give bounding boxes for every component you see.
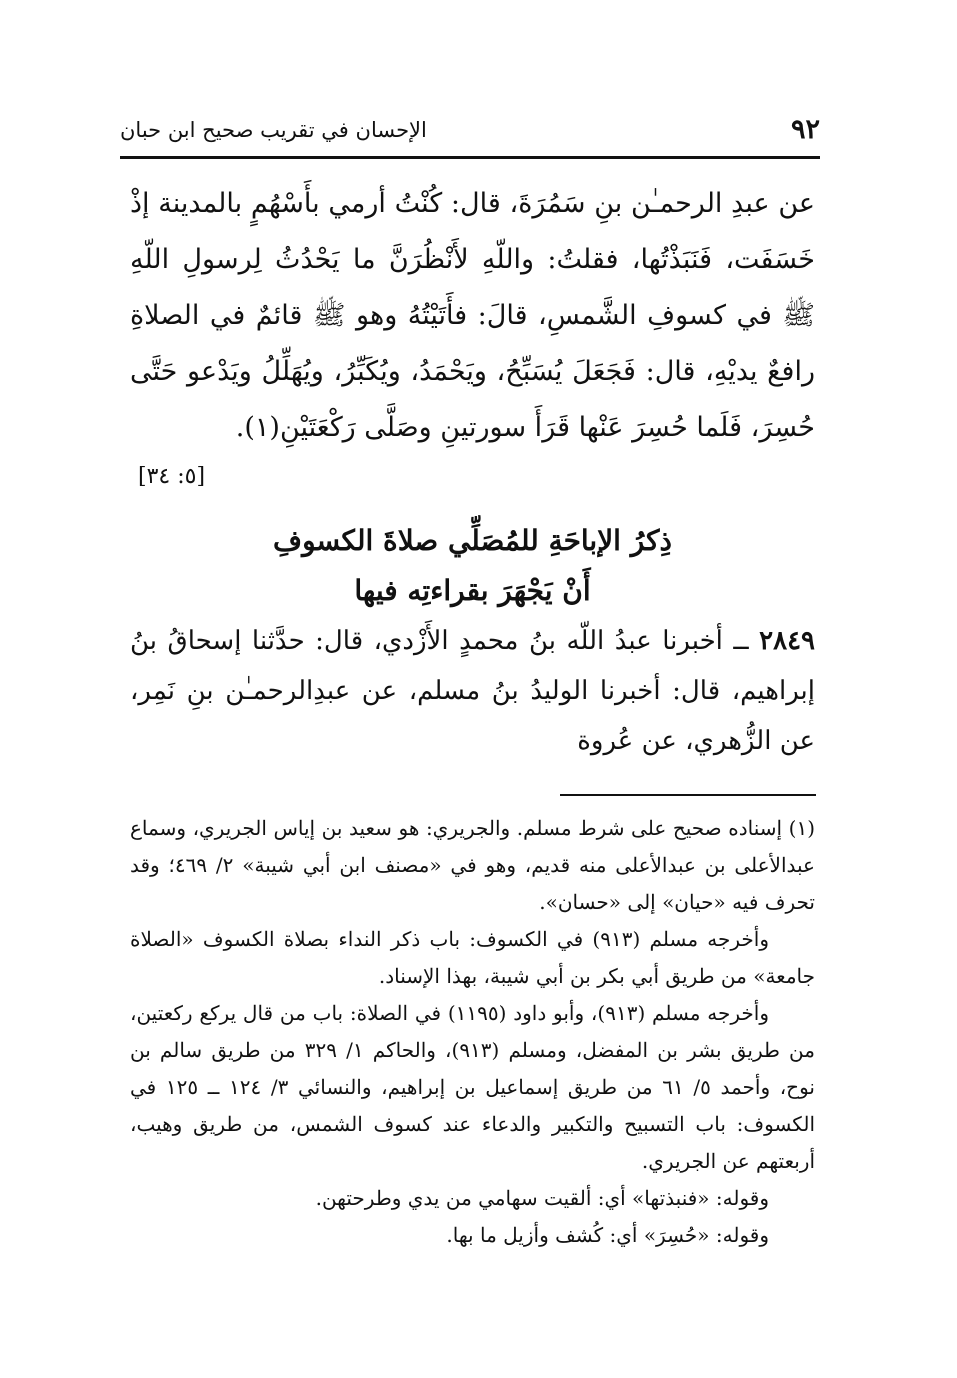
main-paragraph: عن عبدِ الرحمـٰن بنِ سَمُرَةَ، قال: كُنْتُ أرمي بأَسْهُمٍ بالمدينة إذْ خَسَفَت، فَنَبَذْتُها، فقلتُ: واللّهِ لأَنْظُرَنَّ ما يَحْدُثُ لِرسولِ اللّهِ ﷺ في كسوفِ الشَّمسِ، قالَ: فأَتَيْتُهُ وهو ﷺ قائمٌ في الصلاةِ رافعٌ يديْهِ، قال: فَجَعَلَ يُسَبِّحُ، ويَحْمَدُ، ويُكَبِّرُ، ويُهَلِّلُ ويَدْعو حَتَّى حُسِرَ، فَلَما حُسِرَ عَنْها قَرَأَ سورتينِ وصَلَّى رَكْعَتَيْنِ(١). [130, 188, 815, 443]
footnote-1-paragraph-4: وقوله: «فنبذتها» أي: ألقيت سهامي من يدي وطرحتهن. [315, 1186, 769, 1210]
hadith-isnad: ــ أخبرنا عبدُ اللّه بنُ محمدٍ الأَزْدي، قال: حدَّثنا إسحاقُ بنُ إبراهيم، قال: أخبرنا الوليدُ بنُ مسلم، عن عبدِالرحمـٰن بنِ نَمِر، عن الزُّهري، عن عُروة [130, 626, 815, 756]
page-header [120, 112, 820, 152]
footnote-divider [560, 794, 816, 796]
chapter-heading [130, 516, 815, 616]
footnotes [130, 810, 815, 1254]
header-divider [120, 156, 820, 159]
hadith-reference: [٥: ٣٤] [138, 464, 206, 489]
chapter-heading-line-1: ذِكرُ الإباحَةِ للمُصَلِّي صلاةَ الكسوفِ [273, 524, 672, 557]
footnote-1-paragraph-3: وأخرجه مسلم (٩١٣)، وأبو داود (١١٩٥) في الصلاة: باب من قال يركع ركعتين، من طريق بشر بن المفضل، ومسلم (٩١٣)، والحاكم ١/ ٣٢٩ من طريق سالم بن نوح، وأحمد ٥/ ٦١ من طريق إسماعيل بن إبراهيم، والنسائي ٣/ ١٢٤ ــ ١٢٥ في الكسوف: باب التسبيح والتكبير والدعاء عند كسوف الشمس، من طريق وهيب، أربعتهم عن الجريري. [130, 1001, 815, 1173]
hadith-number: ٢٨٤٩ [759, 626, 815, 656]
footnote-marker: (١) [788, 816, 816, 840]
hadith-main-text [130, 176, 815, 456]
footnote-1-paragraph-1 [130, 810, 815, 921]
footnote-text: إسناده صحيح على شرط مسلم. والجريري: هو سعيد بن إياس الجريري، وسماع عبدالأعلى بن عبدالأعلى منه قديم، وهو في «مصنف ابن أبي شيبة» ٢/ ٤٦٩؛ وقد تحرف فيه «حيان» إلى «حسان». [130, 816, 815, 914]
running-title: الإحسان في تقريب صحيح ابن حبان [120, 118, 427, 142]
page-number: ٩٢ [790, 114, 820, 145]
chapter-heading-line-2: أَنْ يَجْهَرَ بقراءتِه فيها [354, 574, 591, 607]
footnote-1-paragraph-5: وقوله: «حُسِرَ» أي: كُشف وأزيل ما بها. [446, 1223, 769, 1247]
hadith-paragraph [130, 616, 815, 766]
footnote-1-paragraph-2: وأخرجه مسلم (٩١٣) في الكسوف: باب ذكر النداء بصلاة الكسوف «الصلاة جامعة» من طريق أبي بكر بن أبي شيبة، بهذا الإسناد. [130, 927, 815, 988]
hadith-2849 [130, 616, 815, 766]
